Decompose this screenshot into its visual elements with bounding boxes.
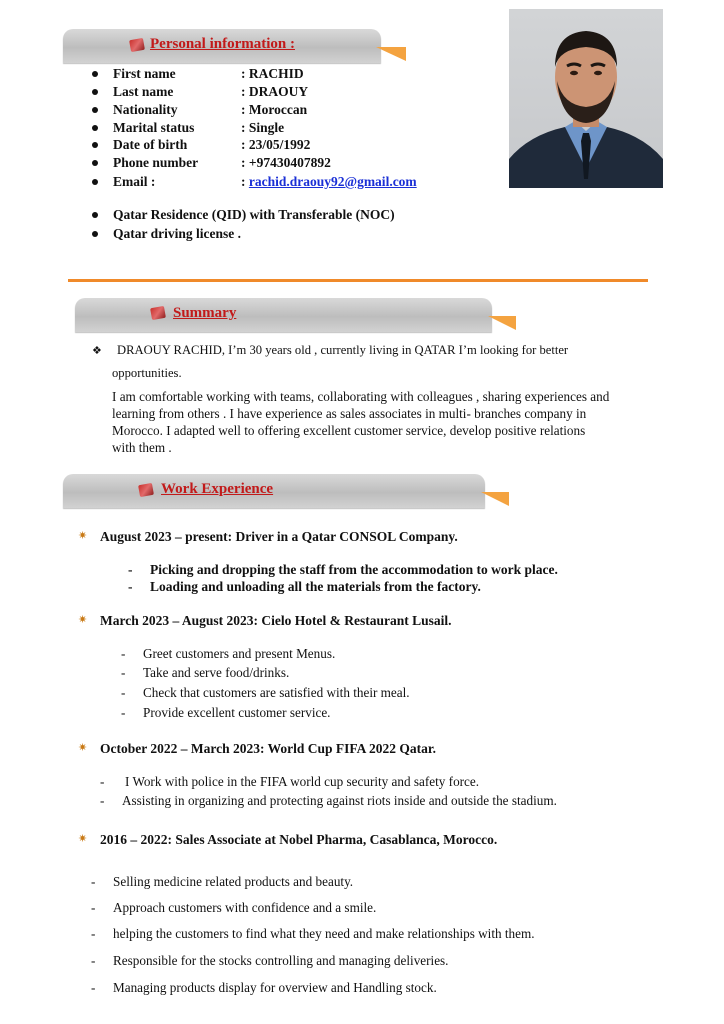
- summary-line: opportunities.: [112, 366, 182, 380]
- email-link[interactable]: rachid.draouy92@gmail.com: [248, 174, 417, 189]
- star-bullet-icon: ✷: [78, 832, 88, 845]
- job-duty: - Assisting in organizing and protecting against riots inside and outside the stadium.: [100, 793, 557, 808]
- job-title: 2016 – 2022: Sales Associate at Nobel Pharma, Casablanca, Morocco.: [100, 832, 498, 847]
- phone-number-value: : +97430407892: [241, 155, 331, 170]
- diamond-bullet-icon: ❖: [92, 344, 102, 357]
- residence-item: Qatar Residence (QID) with Transferable (NOC): [113, 207, 395, 222]
- email-value: [241, 174, 417, 190]
- first-name-value: : RACHID: [241, 66, 304, 81]
- personal-info-title: Personal information :: [150, 36, 295, 52]
- job-title: August 2023 – present: Driver in a Qatar CONSOL Company.: [100, 529, 458, 544]
- job-duty: - Responsible for the stocks controlling and managing deliveries.: [91, 953, 449, 968]
- book-icon: [150, 306, 166, 320]
- email-prefix: :: [241, 174, 249, 189]
- job-duty: - Greet customers and present Menus.: [121, 646, 336, 661]
- bullet: [92, 125, 98, 131]
- work-experience-header-accent: [481, 492, 509, 506]
- work-experience-header-bar: [63, 474, 485, 508]
- job-duty: - Approach customers with confidence and a smile.: [91, 900, 377, 915]
- person-portrait-illustration: [509, 9, 663, 188]
- job-title: March 2023 – August 2023: Cielo Hotel & Restaurant Lusail.: [100, 613, 452, 628]
- summary-title: Summary: [173, 305, 237, 321]
- job-duty: - Provide excellent customer service.: [121, 705, 331, 720]
- driving-license-item: Qatar driving license .: [113, 226, 241, 241]
- star-bullet-icon: ✷: [78, 613, 88, 626]
- job-duty: - Loading and unloading all the materials from the factory.: [128, 579, 481, 594]
- bullet: [92, 179, 98, 185]
- nationality-value: : Moroccan: [241, 102, 308, 117]
- date-of-birth-label: Date of birth: [113, 137, 188, 152]
- phone-number-label: Phone number: [113, 155, 199, 170]
- date-of-birth-value: : 23/05/1992: [241, 137, 311, 152]
- summary-line: I am comfortable working with teams, collaborating with colleagues , sharing experiences and: [112, 389, 610, 404]
- job-duty: - Selling medicine related products and beauty.: [91, 874, 354, 889]
- summary-header-accent: [488, 316, 516, 330]
- email-label: Email :: [113, 174, 156, 189]
- bullet: [92, 89, 98, 95]
- bullet: [92, 142, 98, 148]
- bullet: [92, 231, 98, 237]
- last-name-value: : DRAOUY: [241, 84, 309, 99]
- summary-line: Morocco. I adapted well to offering excellent customer service, develop positive relations: [112, 423, 586, 438]
- first-name-label: First name: [113, 66, 176, 81]
- job-title: October 2022 – March 2023: World Cup FIFA 2022 Qatar.: [100, 741, 436, 756]
- last-name-label: Last name: [113, 84, 174, 99]
- section-divider: [68, 279, 648, 282]
- nationality-label: Nationality: [113, 102, 178, 117]
- marital-status-label: Marital status: [113, 120, 195, 135]
- job-duty: - Picking and dropping the staff from the accommodation to work place.: [128, 562, 558, 577]
- book-icon: [129, 38, 145, 52]
- book-icon: [138, 483, 154, 497]
- job-duty: - helping the customers to find what they need and make relationships with them.: [91, 926, 535, 941]
- bullet: [92, 71, 98, 77]
- star-bullet-icon: ✷: [78, 529, 88, 542]
- star-bullet-icon: ✷: [78, 741, 88, 754]
- job-duty: - Managing products display for overview and Handling stock.: [91, 980, 437, 995]
- bullet: [92, 160, 98, 166]
- summary-line: learning from others . I have experience as sales associates in multi- branches company in: [112, 406, 587, 421]
- bullet: [92, 107, 98, 113]
- marital-status-value: : Single: [241, 120, 285, 135]
- job-duty: - I Work with police in the FIFA world cup security and safety force.: [100, 774, 480, 789]
- summary-line: with them .: [112, 440, 172, 455]
- work-experience-title: Work Experience: [161, 481, 274, 497]
- profile-photo: [509, 9, 663, 188]
- job-duty: - Check that customers are satisfied with their meal.: [121, 685, 410, 700]
- summary-line: DRAOUY RACHID, I’m 30 years old , currently living in QATAR I’m looking for better: [117, 343, 569, 357]
- summary-header-bar: [75, 298, 492, 332]
- bullet: [92, 212, 98, 218]
- job-duty: - Take and serve food/drinks.: [121, 665, 290, 680]
- personal-info-header-accent: [376, 47, 406, 61]
